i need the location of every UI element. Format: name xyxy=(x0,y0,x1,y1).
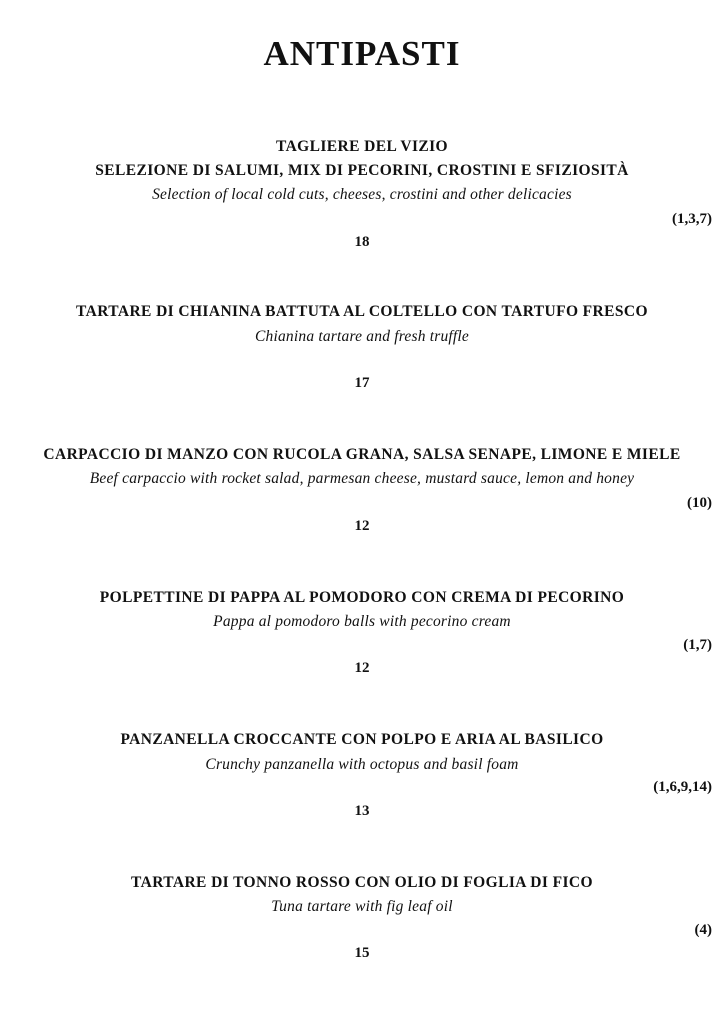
page-title: ANTIPASTI xyxy=(263,34,461,73)
dish-description: Tuna tartare with fig leaf oil xyxy=(271,898,453,915)
dish-price: 12 xyxy=(354,660,370,676)
dish-price: 15 xyxy=(354,945,370,961)
dish-price: 18 xyxy=(354,234,370,250)
dish-description: Chianina tartare and fresh truffle xyxy=(254,328,470,345)
dish-price: 13 xyxy=(354,803,370,819)
dish-name: CARPACCIO DI MANZO CON RUCOLA GRANA, SALSA SENAPE, LIMONE E MIELE xyxy=(43,446,681,463)
dish-allergens: (1,7) xyxy=(683,637,712,653)
dish-name-subtitle: SELEZIONE DI SALUMI, MIX DI PECORINI, CROSTINI E SFIZIOSITÀ xyxy=(95,162,629,179)
dish-price: 12 xyxy=(354,518,370,534)
dish-allergens: (10) xyxy=(687,495,712,511)
dish-allergens: (4) xyxy=(694,922,712,938)
dish-allergens: (1,3,7) xyxy=(672,211,712,227)
dish-description: Beef carpaccio with rocket salad, parmesan cheese, mustard sauce, lemon and honey xyxy=(89,470,635,487)
dish-name: POLPETTINE DI PAPPA AL POMODORO CON CREMA DI PECORINO xyxy=(99,589,625,606)
dish-description: Selection of local cold cuts, cheeses, crostini and other delicacies xyxy=(152,186,572,203)
dish-allergens: (1,6,9,14) xyxy=(653,779,712,795)
dish-description: Pappa al pomodoro balls with pecorino cream xyxy=(213,613,511,630)
dish-name: TAGLIERE DEL VIZIO xyxy=(275,138,449,155)
dish-name: TARTARE DI CHIANINA BATTUTA AL COLTELLO CON TARTUFO FRESCO xyxy=(76,303,648,320)
dish-description: Crunchy panzanella with octopus and basil foam xyxy=(205,756,519,773)
dish-price: 17 xyxy=(354,375,370,391)
dish-name: TARTARE DI TONNO ROSSO CON OLIO DI FOGLIA DI FICO xyxy=(131,874,593,891)
dish-name: PANZANELLA CROCCANTE CON POLPO E ARIA AL BASILICO xyxy=(120,731,604,748)
